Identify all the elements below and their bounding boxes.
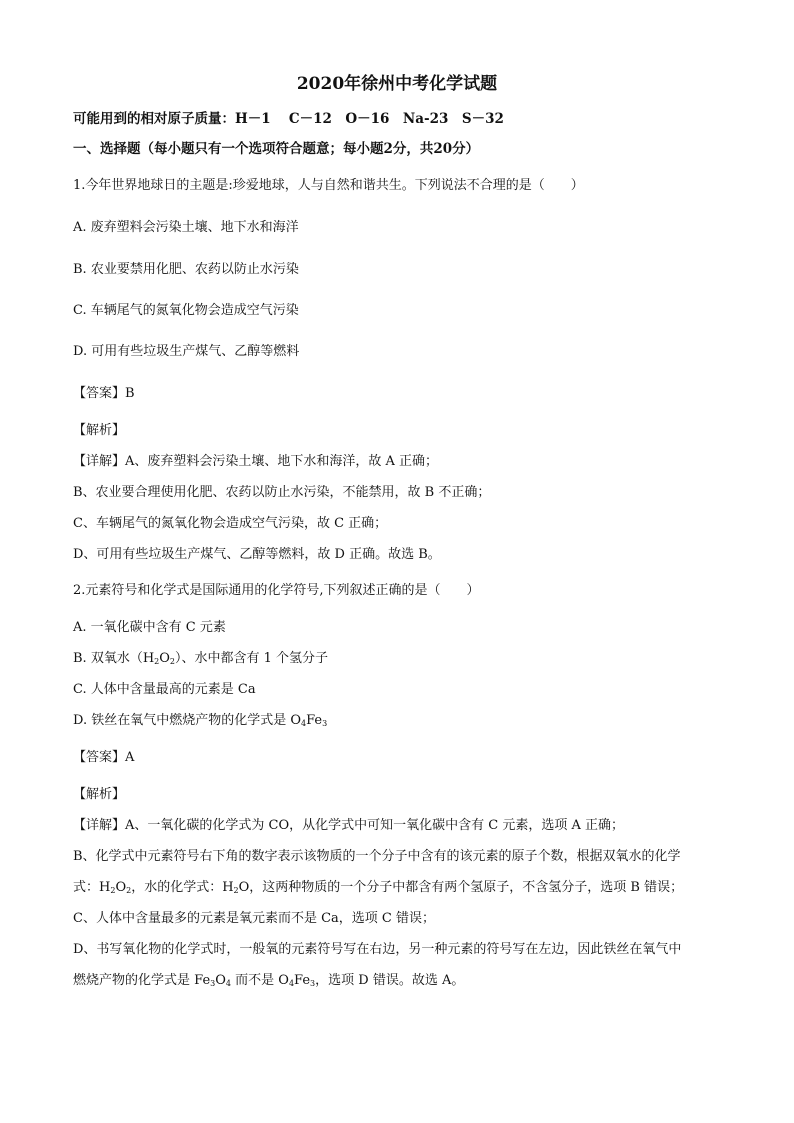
question-1-stem: 1.今年世界地球日的主题是:珍爱地球，人与自然和谐共生。下列说法不合理的是（ ） [73,178,584,193]
q1-analysis-label: 【解析】 [73,423,126,438]
section-header: 一、选择题（每小题只有一个选项符合题意；每小题2分，共20分） [73,141,480,157]
q2-detail-line: C、人体中含量最多的元素是氧元素而不是 Ca，选项 C 错误； [73,911,435,926]
q1-detail-line: 【详解】A、废弃塑料会污染土壤、地下水和海洋，故 A 正确； [73,454,439,469]
q2-answer: 【答案】A [73,750,135,765]
q2-detail-line: D、书写氧化物的化学式时，一般氧的元素符号写在右边，另一种元素的符号写在左边，因此铁丝在氧气中 [73,942,682,957]
q2-detail-line: 【详解】A、一氧化碳的化学式为 CO，从化学式中可知一氧化碳中含有 C 元素，选项 A 正确； [73,818,624,833]
q2-option-b: B. 双氧水$(H_2O_2)$、水中都含有 1 个氢分子 [73,651,329,666]
q2-option-d: D. 铁丝在氧气中燃烧产物的化学式是 $O_4Fe_3$ [73,713,328,728]
q1-detail-line: B、农业要合理使用化肥、农药以防止水污染，不能禁用，故 B 不正确； [73,485,491,500]
q2-option-c: C. 人体中含量最高的元素是 Ca [73,682,256,697]
q1-option-a: A. 废弃塑料会污染土壤、地下水和海洋 [73,220,299,235]
q1-option-b: B. 农业要禁用化肥、农药以防止水污染 [73,262,299,277]
q1-option-d: D. 可用有些垃圾生产煤气、乙醇等燃料 [73,344,300,359]
q2-analysis-label: 【解析】 [73,787,126,802]
q2-detail-line: B、化学式中元素符号右下角的数字表示该物质的一个分子中含有的该元素的原子个数，根据双氧水的化学 [73,849,681,864]
q2-detail-line: 式：$H_2O_2$，水的化学式：$H_2O$，这两种物质的一个分子中都含有两个氢原子，不含氢分子，选项 B 错误； [73,880,684,895]
atomic-mass-line: 可能用到的相对原子质量：H－1 C－12 O－16 Na-23 S－32 [73,111,504,127]
q2-detail-line: 燃烧产物的化学式是 $Fe_3O_4$ 而不是 $O_4Fe_3$，选项 D 错误。故选 A。 [73,973,465,988]
q1-option-c: C. 车辆尾气的氮氧化物会造成空气污染 [73,303,299,318]
question-2-stem: 2.元素符号和化学式是国际通用的化学符号,下列叙述正确的是（ ） [73,583,480,598]
q1-detail-line: C、车辆尾气的氮氧化物会造成空气污染，故 C 正确； [73,516,388,531]
q1-detail-line: D、可用有些垃圾生产煤气、乙醇等燃料，故 D 正确。故选 B。 [73,547,441,562]
q1-answer: 【答案】B [73,386,135,401]
page-title: 2020年徐州中考化学试题 [296,74,498,94]
q2-option-a: A. 一氧化碳中含有 C 元素 [73,620,226,635]
